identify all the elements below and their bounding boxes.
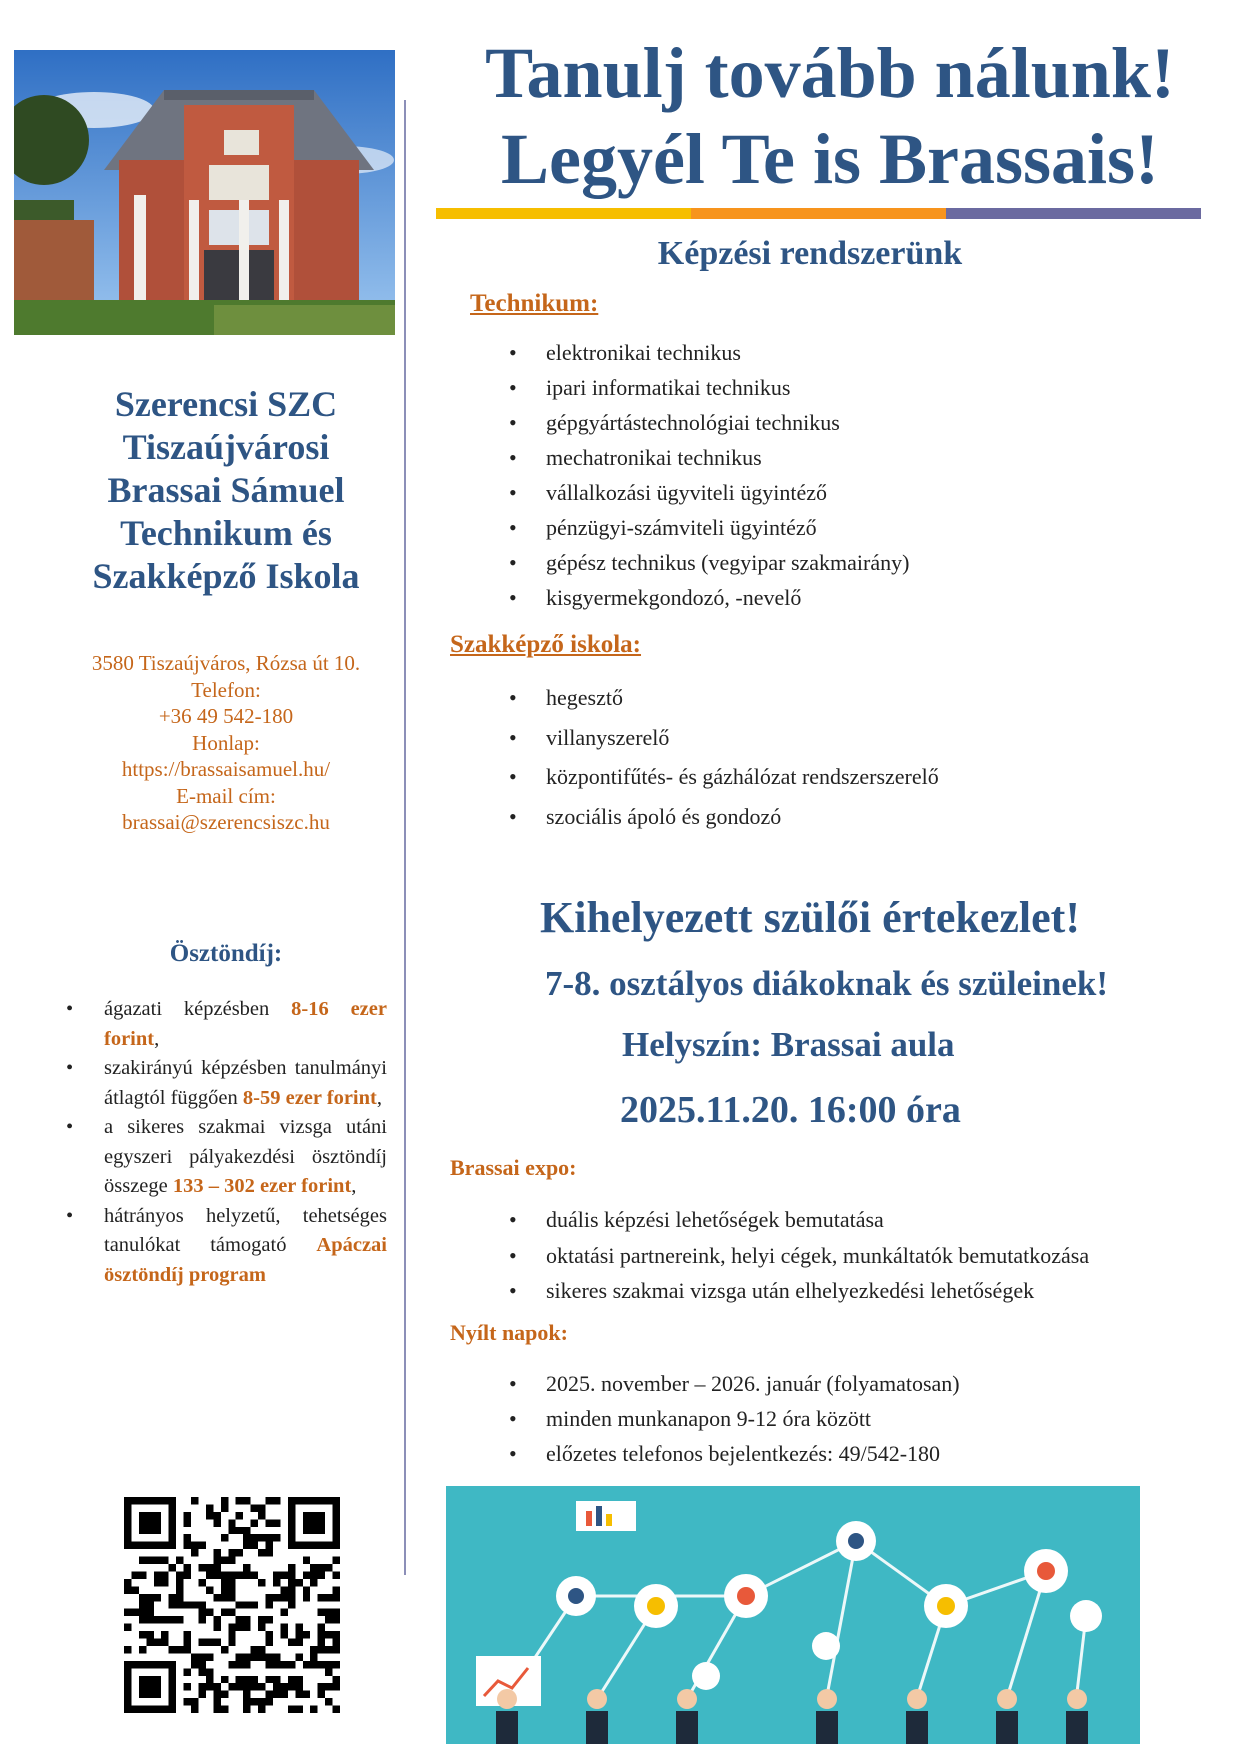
- list-item: • oktatási partnereink, helyi cégek, munkáltatók bemutatkozása: [509, 1238, 1089, 1274]
- list-item: • szociális ápoló és gondozó: [509, 797, 939, 837]
- training-title: Képzési rendszerünk: [657, 235, 963, 272]
- scholarship-text: ,: [351, 1175, 357, 1197]
- list-item: • sikeres szakmai vizsga után elhelyezkedési lehetőségek: [509, 1273, 1089, 1309]
- scholarship-item: [62, 995, 387, 1054]
- scholarship-text: szakirányú képzésben tanulmányi átlagtól függően: [104, 1057, 387, 1109]
- list-item: • 2025. november – 2026. január (folyamatosan): [509, 1366, 960, 1401]
- list-item: • pénzügyi-számviteli ügyintéző: [509, 510, 909, 545]
- technikum-heading: Technikum:: [470, 290, 599, 317]
- szakkepzo-list: [509, 678, 939, 836]
- page-title: [430, 30, 1230, 202]
- list-item: • központifűtés- és gázhálózat rendszerszerelő: [509, 757, 939, 797]
- scholarship-amount: 133 – 302 ezer forint: [172, 1175, 352, 1197]
- list-item: • gépész technikus (vegyipar szakmairány): [509, 545, 909, 580]
- meeting-datetime: 2025.11.20. 16:00 óra: [620, 1089, 961, 1131]
- open-days-heading: Nyílt napok:: [450, 1320, 568, 1345]
- scholarship-text: ,: [154, 1027, 160, 1050]
- list-item: • vállalkozási ügyviteli ügyintéző: [509, 475, 909, 510]
- list-item: • gépgyártástechnológiai technikus: [509, 405, 909, 440]
- list-item: • villanyszerelő: [509, 718, 939, 758]
- list-item: • kisgyermekgondozó, -nevelő: [509, 580, 909, 615]
- list-item: • minden munkanapon 9-12 óra között: [509, 1401, 960, 1436]
- school-name-line: Szerencsi SZC: [114, 384, 338, 424]
- school-name-line: Brassai Sámuel: [107, 470, 345, 510]
- school-building-photo: [14, 50, 395, 335]
- school-name-line: Tiszaújvárosi: [122, 427, 330, 467]
- scholarship-text: a sikeres szakmai vizsga utáni egyszeri pályakezdési ösztöndíj összege: [104, 1116, 387, 1197]
- column-divider: [404, 100, 406, 1575]
- bar-segment: [946, 208, 1201, 219]
- scholarship-amount: 8-59 ezer forint: [242, 1086, 377, 1109]
- school-name: [40, 383, 412, 598]
- scholarship-title: Ösztöndíj:: [169, 940, 283, 967]
- website-label: Honlap:: [192, 730, 260, 755]
- scholarship-text: hátrányos helyzetű, tehetséges tanulókat támogató: [104, 1204, 387, 1256]
- email-link[interactable]: brassai@szerencsiszc.hu: [122, 810, 330, 834]
- technikum-list: [509, 335, 909, 615]
- phone-number: +36 49 542-180: [158, 704, 294, 728]
- list-item: • mechatronikai technikus: [509, 440, 909, 475]
- school-name-line: Technikum és: [120, 513, 332, 553]
- scholarship-amount: 8-16 ezer forint: [104, 998, 387, 1050]
- scholarship-item: [62, 1202, 387, 1291]
- scholarship-text: ,: [376, 1086, 382, 1109]
- scholarship-amount: Apáczai ösztöndíj program: [104, 1234, 387, 1286]
- list-item: • előzetes telefonos bejelentkezés: 49/542-180: [509, 1436, 960, 1471]
- meeting-venue: Helyszín: Brassai aula: [622, 1025, 955, 1064]
- szakkepzo-heading: Szakképző iskola:: [450, 631, 642, 658]
- phone-label: Telefon:: [191, 677, 261, 702]
- expo-heading: Brassai expo:: [450, 1155, 577, 1180]
- title-color-bar: [436, 208, 1201, 219]
- address: 3580 Tiszaújváros, Rózsa út 10.: [91, 651, 361, 675]
- scholarship-text: ágazati képzésben: [104, 998, 292, 1020]
- scholarship-list: [62, 995, 387, 1290]
- expo-list: [509, 1202, 1089, 1309]
- contact-info: [40, 650, 412, 836]
- scholarship-item: [62, 1113, 387, 1202]
- list-item: • ipari informatikai technikus: [509, 370, 909, 405]
- title-line: Legyél Te is Brassais!: [500, 119, 1160, 199]
- scholarship-item: [62, 1054, 387, 1113]
- bar-segment: [691, 208, 946, 219]
- school-name-line: Szakképző Iskola: [92, 556, 360, 596]
- title-line: Tanulj tovább nálunk!: [485, 33, 1175, 113]
- website-link[interactable]: https://brassaisamuel.hu/: [121, 757, 331, 781]
- bar-segment: [436, 208, 691, 219]
- meeting-subtitle: 7-8. osztályos diákoknak és szüleinek!: [545, 964, 1108, 1003]
- career-network-illustration: [446, 1486, 1140, 1744]
- list-item: • duális képzési lehetőségek bemutatása: [509, 1202, 1089, 1238]
- email-label: E-mail cím:: [176, 783, 276, 808]
- meeting-title: Kihelyezett szülői értekezlet!: [540, 893, 1080, 942]
- open-days-list: [509, 1366, 960, 1471]
- qr-code[interactable]: [124, 1497, 340, 1713]
- list-item: • elektronikai technikus: [509, 335, 909, 370]
- list-item: • hegesztő: [509, 678, 939, 718]
